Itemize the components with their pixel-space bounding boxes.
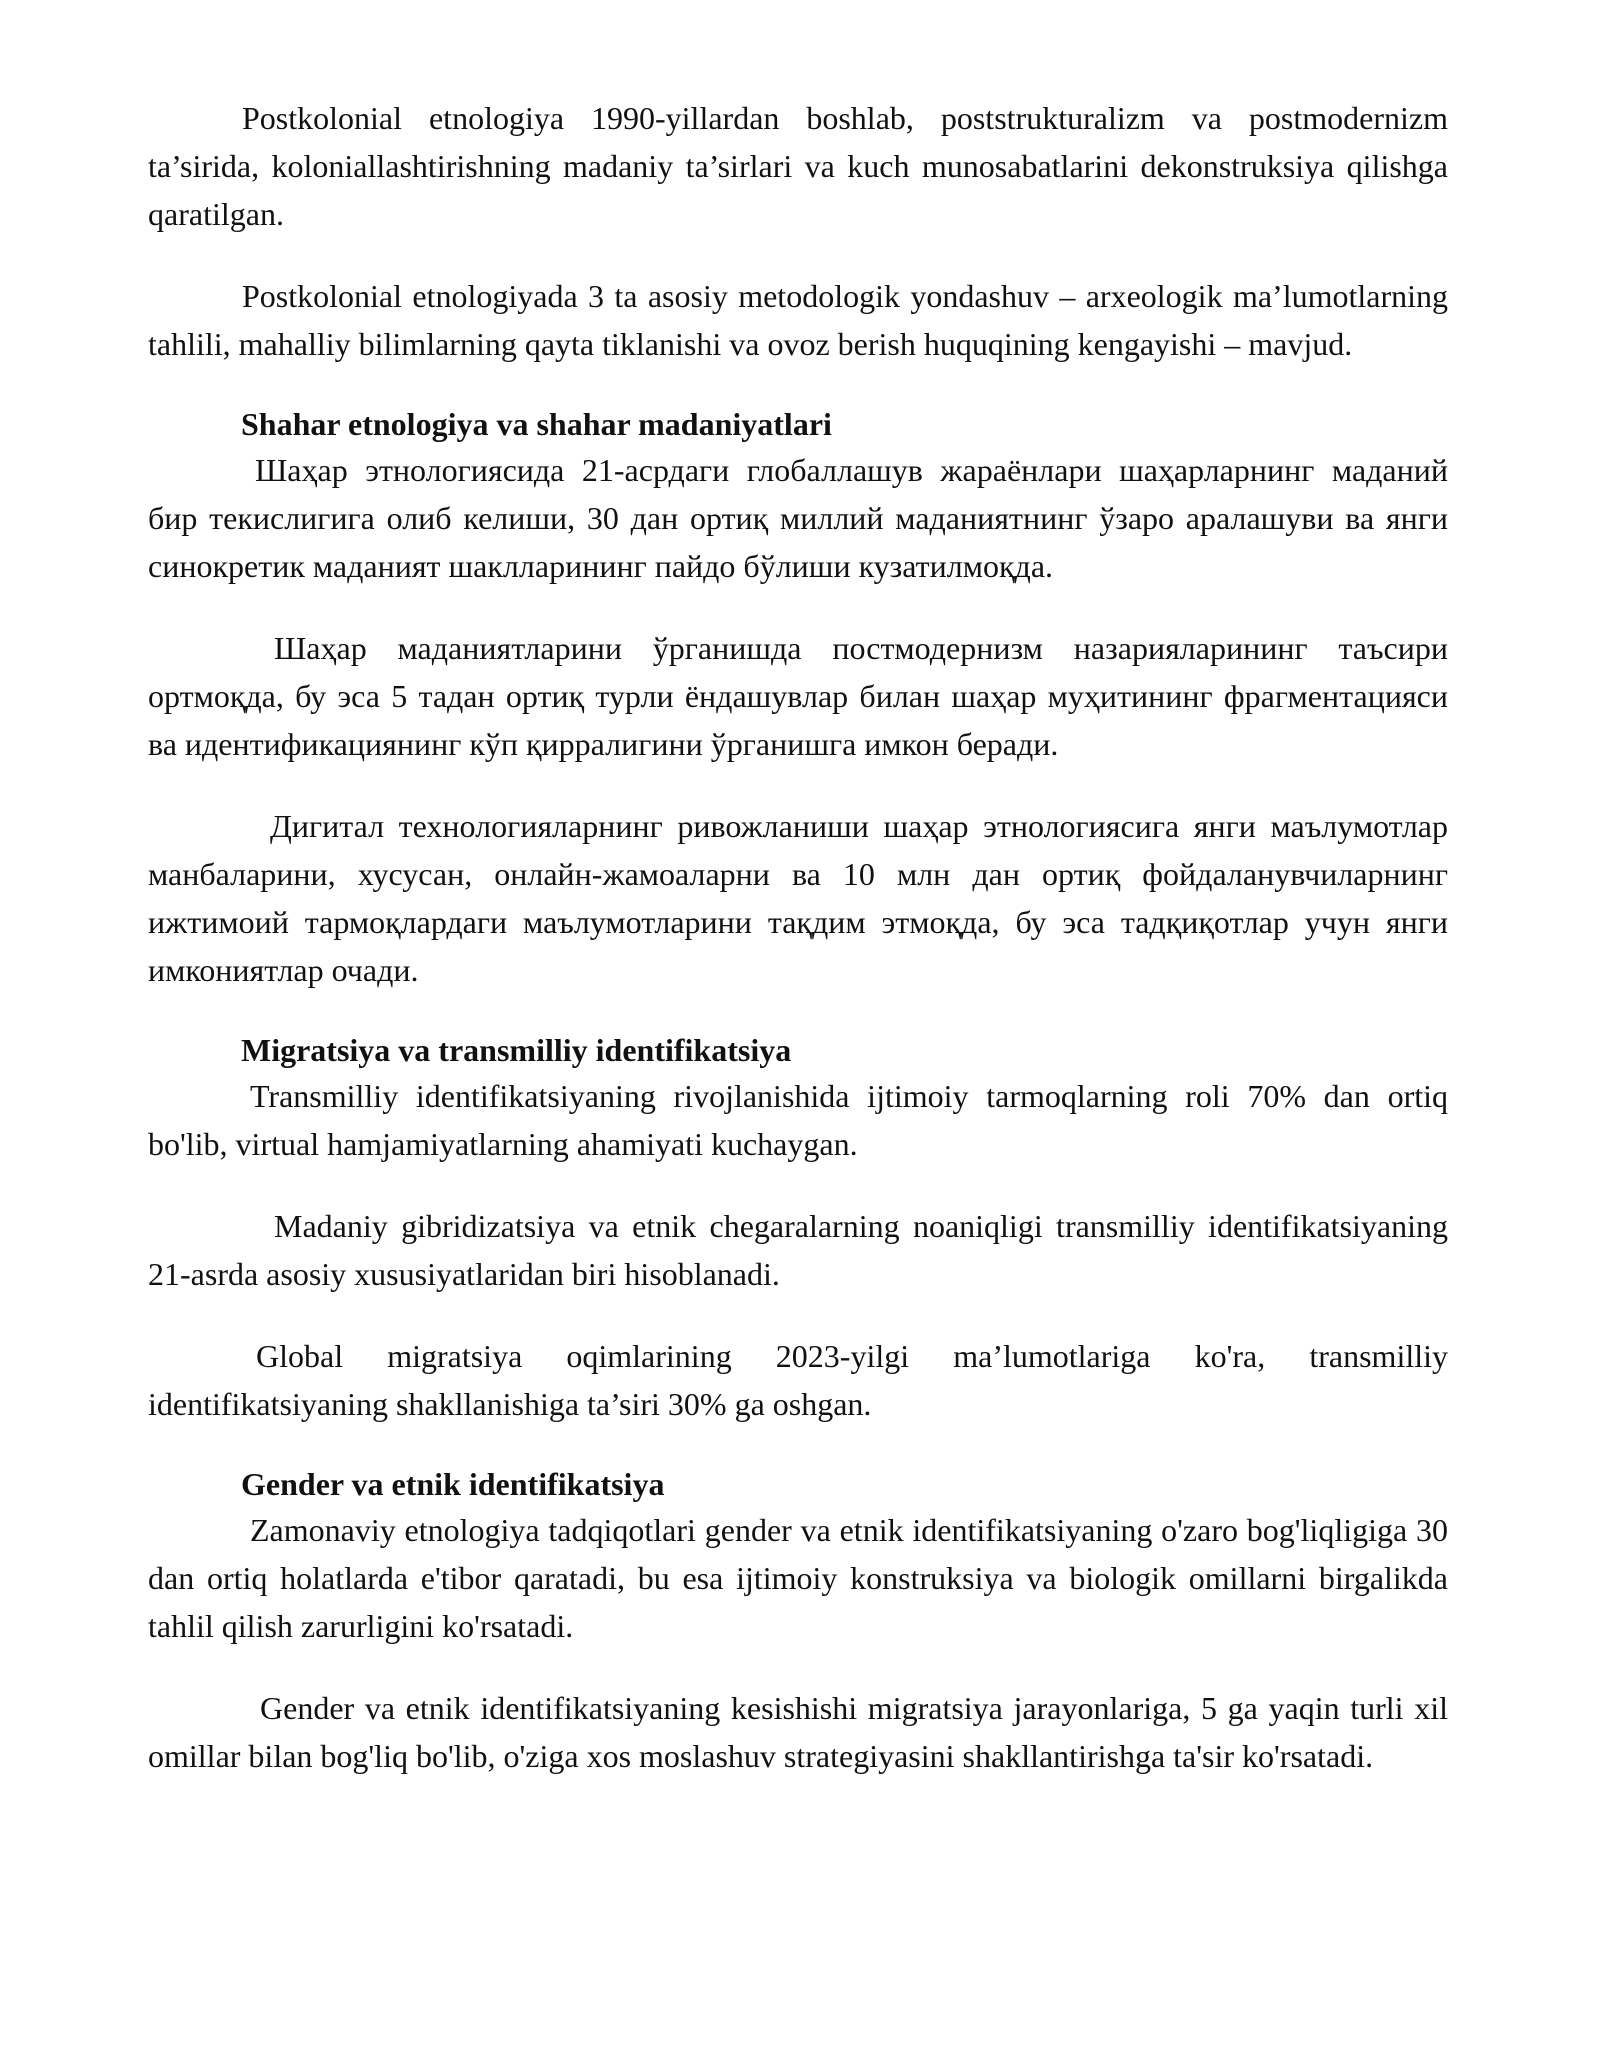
paragraph-gender-ethnic-migration: Gender va etnik identifikatsiyaning kesishishi migratsiya jarayonlariga, 5 ga yaqin turli xil omillar bilan bog'liq bo'lib, o'ziga xos moslashuv strategiyasini shakllantirishga ta'sir ko'rsatadi.: [148, 1690, 1448, 1774]
paragraph-global-migration: Global migratsiya oqimlarining 2023-yilgi ma’lumotlariga ko'ra, transmilliy identifikatsiyaning shakllanishiga ta’siri 30% ga oshgan.: [148, 1338, 1448, 1422]
heading-gender-ethnic: Gender va etnik identifikatsiya: [241, 1466, 665, 1502]
paragraph-postcolonial-methods: Postkolonial etnologiyada 3 ta asosiy metodologik yondashuv – arxeologik ma’lumotlarning tahlili, mahalliy bilimlarning qayta tiklanishi va ovoz berish huquqining kengayishi – mavjud.: [148, 278, 1448, 362]
document-page: [148, 94, 1448, 1814]
paragraph-cultural-hybridization: Madaniy gibridizatsiya va etnik chegaralarning noaniqligi transmilliy identifikatsiyaning 21-asrda asosiy xususiyatlaridan biri hisoblanadi.: [148, 1208, 1448, 1292]
heading-urban-ethnology: Shahar etnologiya va shahar madaniyatlari: [241, 406, 832, 442]
paragraph-urban-digital: Дигитал технологияларнинг ривожланиши шаҳар этнологиясига янги маълумотлар манбаларини, хусусан, онлайн-жамоаларни ва 10 млн дан ортиқ фойдаланувчиларнинг ижтимоий тармоқлардаги маълумотларини тақдим этмоқда, бу эса тадқиқотлар учун янги имкониятлар очади.: [148, 808, 1448, 988]
paragraph-postcolonial-intro: Postkolonial etnologiya 1990-yillardan boshlab, poststrukturalizm va postmodernizm ta’sirida, koloniallashtirishning madaniy ta’sirlari va kuch munosabatlarini dekonstruksiya qilishga qaratilgan.: [148, 100, 1448, 232]
paragraph-urban-postmodernism: Шаҳар маданиятларини ўрганишда постмодернизм назарияларининг таъсири ортмоқда, бу эса 5 тадан ортиқ турли ёндашувлар билан шаҳар муҳитининг фрагментацияси ва идентификациянинг кўп қирралигини ўрганишга имкон беради.: [148, 630, 1448, 762]
paragraph-transnational-networks: Transmilliy identifikatsiyaning rivojlanishida ijtimoiy tarmoqlarning roli 70% dan ortiq bo'lib, virtual hamjamiyatlarning ahamiyati kuchaygan.: [148, 1078, 1448, 1162]
paragraph-gender-ethnic-research: Zamonaviy etnologiya tadqiqotlari gender va etnik identifikatsiyaning o'zaro bog'liqligiga 30 dan ortiq holatlarda e'tibor qaratadi, bu esa ijtimoiy konstruksiya va biologik omillarni birgalikda tahlil qilish zarurligini ko'rsatadi.: [148, 1512, 1448, 1644]
paragraph-urban-globalization: Шаҳар этнологиясида 21-асрдаги глобаллашув жараёнлари шаҳарларнинг маданий бир текислигига олиб келиши, 30 дан ортиқ миллий маданиятнинг ўзаро аралашуви ва янги синокретик маданият шаклларининг пайдо бўлиши кузатилмоқда.: [148, 452, 1448, 584]
heading-migration: Migratsiya va transmilliy identifikatsiya: [241, 1032, 792, 1068]
